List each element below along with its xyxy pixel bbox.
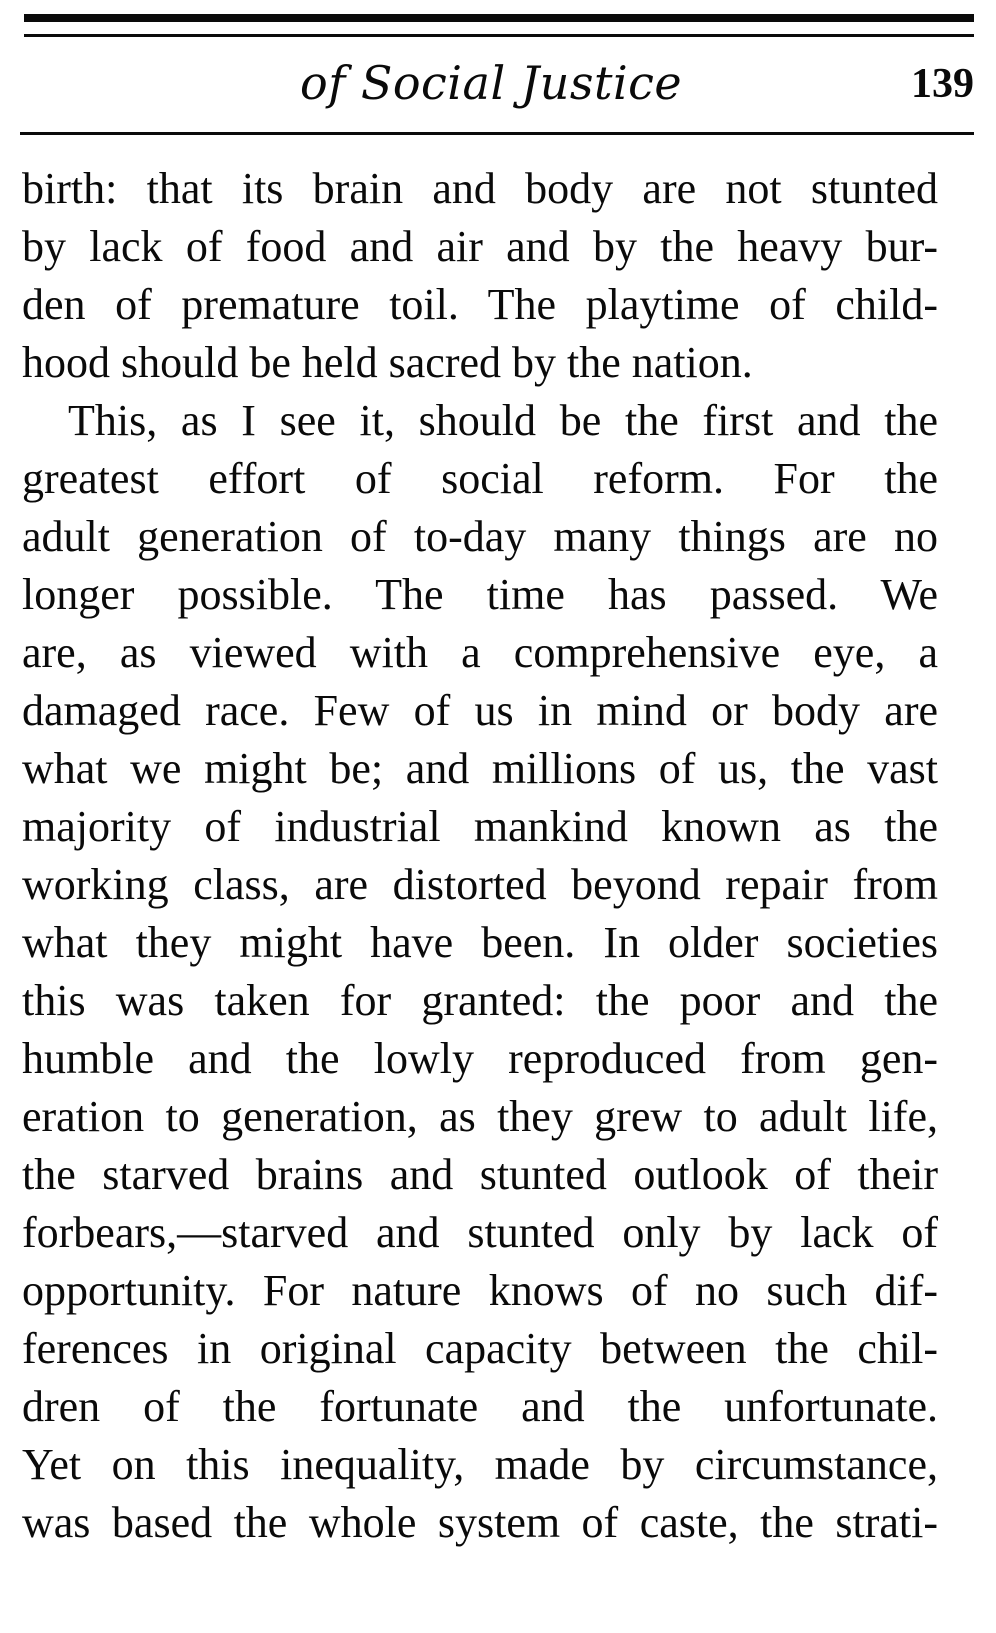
text-line: by lack of food and air and by the heavy bur-: [22, 222, 938, 271]
text-line: working class, are distorted beyond repair from: [22, 860, 938, 909]
text-line: damaged race. Few of us in mind or body are: [22, 686, 938, 735]
running-title: of Social Justice: [300, 56, 683, 110]
page-number: 139: [911, 61, 974, 107]
text-line: This, as I see it, should be the first and the: [68, 396, 938, 445]
text-line: are, as viewed with a comprehensive eye, a: [22, 628, 938, 677]
text-line: opportunity. For nature knows of no such dif-: [22, 1266, 938, 1315]
top-rule-thick: [24, 14, 974, 22]
text-line: birth: that its brain and body are not stunted: [22, 164, 938, 213]
header-underline-rule: [20, 132, 974, 135]
text-line: humble and the lowly reproduced from gen-: [22, 1034, 938, 1083]
text-line: greatest effort of social reform. For the: [22, 454, 938, 503]
text-line: ferences in original capacity between the chil-: [22, 1324, 938, 1373]
text-line: this was taken for granted: the poor and the: [22, 976, 938, 1025]
top-rule-thin: [24, 34, 974, 37]
text-line: the starved brains and stunted outlook of their: [22, 1150, 938, 1199]
text-line: adult generation of to-day many things are no: [22, 512, 938, 561]
text-line: forbears,—starved and stunted only by lack of: [22, 1208, 938, 1257]
text-line: eration to generation, as they grew to adult life,: [22, 1092, 938, 1141]
text-line: was based the whole system of caste, the strati-: [22, 1498, 938, 1547]
text-line: majority of industrial mankind known as the: [22, 802, 938, 851]
text-line: hood should be held sacred by the nation.: [22, 338, 753, 387]
text-line: what they might have been. In older societies: [22, 918, 938, 967]
text-line: den of premature toil. The playtime of child-: [22, 280, 938, 329]
text-line: Yet on this inequality, made by circumstance,: [22, 1440, 938, 1489]
text-line: longer possible. The time has passed. We: [22, 570, 938, 619]
text-line: what we might be; and millions of us, the vast: [22, 744, 938, 793]
text-line: dren of the fortunate and the unfortunate.: [22, 1382, 938, 1431]
body-text: [22, 160, 938, 1552]
